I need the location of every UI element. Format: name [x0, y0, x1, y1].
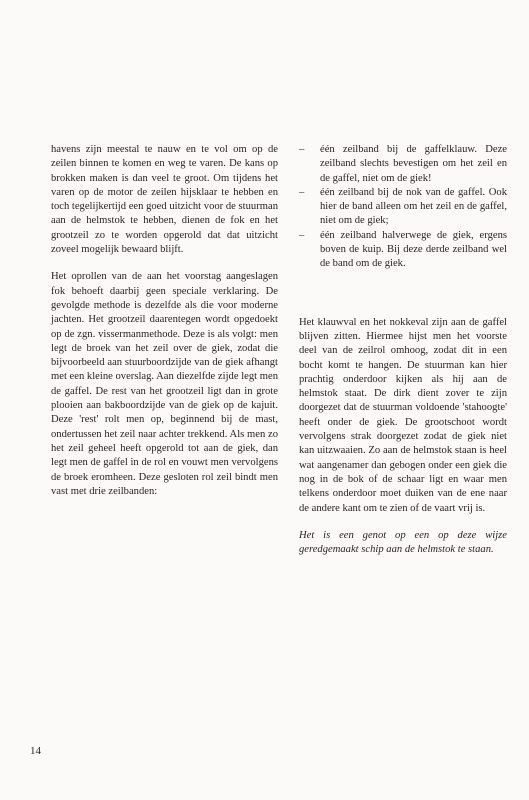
- sail-band-list: [299, 143, 507, 272]
- paragraph-harbour: havens zijn meestal te nauw en te vol om op de zeilen binnen te komen en weg te varen. De kans op brokken maken is dan veel te groot. Om tijdens het varen op de motor de zeilen hijsklaar te hebben en toch tegelijkertijd een goed uitzicht voor de stuurman aan de helmstok te hebben, dienen de fok en het grootzeil zo te worden opgerold dat dat uitzicht zoveel mogelijk bewaard blijft.: [51, 144, 278, 256]
- list-item: [299, 186, 507, 229]
- right-column: [299, 143, 507, 570]
- list-item-text: één zeilband bij de nok van de gaffel. Ook hier de band alleen om het zeil en de gaffel, niet om de giek;: [320, 186, 507, 227]
- list-item: [299, 229, 507, 272]
- dash-marker: –: [299, 144, 305, 155]
- list-item-text: één zeilband halverwege de giek, ergens boven de kuip. Bij deze derde zeilband wel de band om de giek.: [320, 229, 507, 270]
- left-column: [51, 143, 278, 512]
- paragraph-halyards: Het klauwval en het nokkeval zijn aan de gaffel blijven zitten. Hiermee hijst men het voorste deel van de zeilrol omhoog, zodat dit in een bocht komt te hangen. De stuurman kan hier prachtig onderdoor kijken als hij aan de helmstok staat. De dirk dient zover te zijn doorgezet dat de stuurman voldoende 'stahoogte' heeft onder de giek. De grootschoot wordt vervolgens strak doorgezet zodat de giek niet kan uitzwaaien. Zo aan de helmstok staan is heel wat aangenamer dan gebogen onder een giek die nog in de bok of de schaar ligt en waar men telkens onderdoor moet duiken van de ene naar de andere kant om te zien of de vaart vrij is.: [299, 316, 507, 514]
- dash-marker: –: [299, 229, 305, 241]
- list-item: [299, 143, 507, 186]
- paragraph-furling-method: Het oprollen van de aan het voorstag aangeslagen fok behoeft daarbij geen speciale verklaring. De gevolgde methode is dezelfde als die voor moderne jachten. Het grootzeil daarentegen wordt opgedoekt op de zgn. vissermanmethode. Deze is als volgt: men legt de broek van het zeil over de giek, zodat die bijvoorbeeld aan stuurboordzijde van de giek afhangt met een kleine overslag. Aan diezelfde zijde legt men de gaffel. De rest van het grootzeil ligt dan in grote plooien aan bakboordzijde van de giek op de kajuit. Deze 'rest' rolt men op, beginnend bij de mast, ondertussen het zeil naar achter trekkend. Als men zo het zeil geheel heeft opgerold tot aan de giek, dan legt men de gaffel in de rol en vouwt men vervolgens de broek eromheen. Deze gesloten rol zeil bindt men vast met drie zeilbanden:: [51, 271, 278, 497]
- page-number: 14: [30, 745, 41, 757]
- closing-remark: Het is een genot op een op deze wijze geredgemaakt schip aan de helmstok te staan.: [299, 529, 507, 556]
- dash-marker: –: [299, 186, 305, 198]
- list-item-text: één zeilband bij de gaffelklauw. Deze zeilband slechts bevestigen om het zeil en de gaffel, niet om de giek!: [320, 144, 507, 184]
